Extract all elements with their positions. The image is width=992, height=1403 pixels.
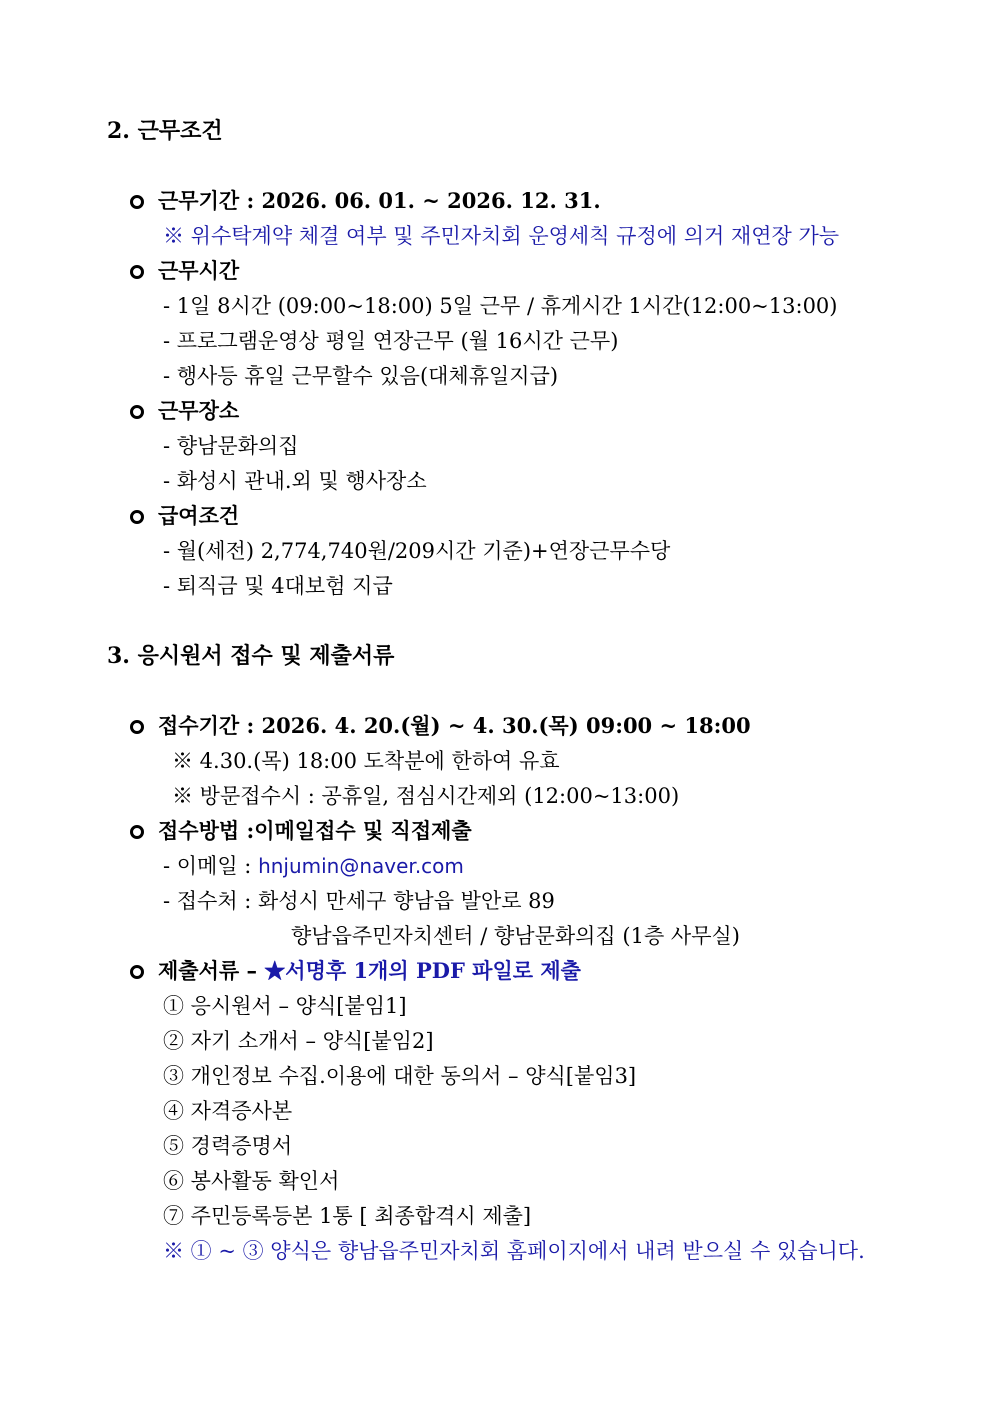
application-method <box>130 817 472 845</box>
doc-item: ⑦ 주민등록등본 1통 [ 최종합격시 제출] <box>163 1204 532 1228</box>
pay-conditions <box>130 502 239 530</box>
work-place <box>130 397 239 425</box>
pay-item: - 퇴직금 및 4대보험 지급 <box>163 574 393 598</box>
work-hours-item: - 프로그램운영상 평일 연장근무 (월 16시간 근무) <box>163 329 619 353</box>
circle-bullet-icon <box>130 265 144 279</box>
address-line-2: 향남읍주민자치센터 / 향남문화의집 (1층 사무실) <box>291 924 740 948</box>
work-period <box>130 187 601 215</box>
circle-bullet-icon <box>130 195 144 209</box>
work-place-item: - 향남문화의집 <box>163 434 299 458</box>
doc-item: ② 자기 소개서 – 양식[붙임2] <box>163 1029 434 1053</box>
work-place-label: 근무장소 <box>158 398 240 423</box>
circle-bullet-icon <box>130 510 144 524</box>
application-note: ※ 방문접수시 : 공휴일, 점심시간제외 (12:00~13:00) <box>172 784 680 808</box>
circle-bullet-icon <box>130 720 144 734</box>
work-hours-item: - 행사등 휴일 근무할수 있음(대체휴일지급) <box>163 364 559 388</box>
work-period-note: ※ 위수탁계약 체결 여부 및 주민자치회 운영세칙 규정에 의거 재연장 가능 <box>163 224 840 248</box>
email-line <box>163 852 464 880</box>
application-period-label: 접수기간 : 2026. 4. 20.(월) ~ 4. 30.(목) 09:00 ~ 18:00 <box>158 713 751 738</box>
doc-item: ⑥ 봉사활동 확인서 <box>163 1169 340 1193</box>
section-2-heading: 2. 근무조건 <box>107 118 223 144</box>
required-docs-highlight: ★서명후 1개의 PDF 파일로 제출 <box>264 958 581 983</box>
required-docs-label: 제출서류 – <box>158 958 265 983</box>
pay-item: - 월(세전) 2,774,740원/209시간 기준)+연장근무수당 <box>163 539 671 563</box>
pay-conditions-label: 급여조건 <box>158 503 240 528</box>
doc-item: ⑤ 경력증명서 <box>163 1134 293 1158</box>
work-place-item: - 화성시 관내.외 및 행사장소 <box>163 469 427 493</box>
application-method-label: 접수방법 :이메일접수 및 직접제출 <box>158 818 472 843</box>
work-period-label: 근무기간 : 2026. 06. 01. ~ 2026. 12. 31. <box>158 188 601 213</box>
required-docs <box>130 957 581 985</box>
doc-item: ① 응시원서 – 양식[붙임1] <box>163 994 407 1018</box>
circle-bullet-icon <box>130 825 144 839</box>
work-hours <box>130 257 239 285</box>
email-prefix: - 이메일 : <box>163 854 259 878</box>
circle-bullet-icon <box>130 965 144 979</box>
doc-item: ③ 개인정보 수집.이용에 대한 동의서 – 양식[붙임3] <box>163 1064 637 1088</box>
circle-bullet-icon <box>130 405 144 419</box>
docs-note: ※ ① ~ ③ 양식은 향남읍주민자치회 홈페이지에서 내려 받으실 수 있습니다. <box>163 1239 865 1263</box>
doc-item: ④ 자격증사본 <box>163 1099 293 1123</box>
address-line: - 접수처 : 화성시 만세구 향남읍 발안로 89 <box>163 889 555 913</box>
work-hours-label: 근무시간 <box>158 258 240 283</box>
email-link[interactable]: hnjumin@naver.com <box>258 854 464 878</box>
application-period <box>130 712 751 740</box>
application-note: ※ 4.30.(목) 18:00 도착분에 한하여 유효 <box>172 749 560 773</box>
section-3-heading: 3. 응시원서 접수 및 제출서류 <box>107 643 395 669</box>
work-hours-item: - 1일 8시간 (09:00~18:00) 5일 근무 / 휴게시간 1시간(12:00~13:00) <box>163 294 838 318</box>
